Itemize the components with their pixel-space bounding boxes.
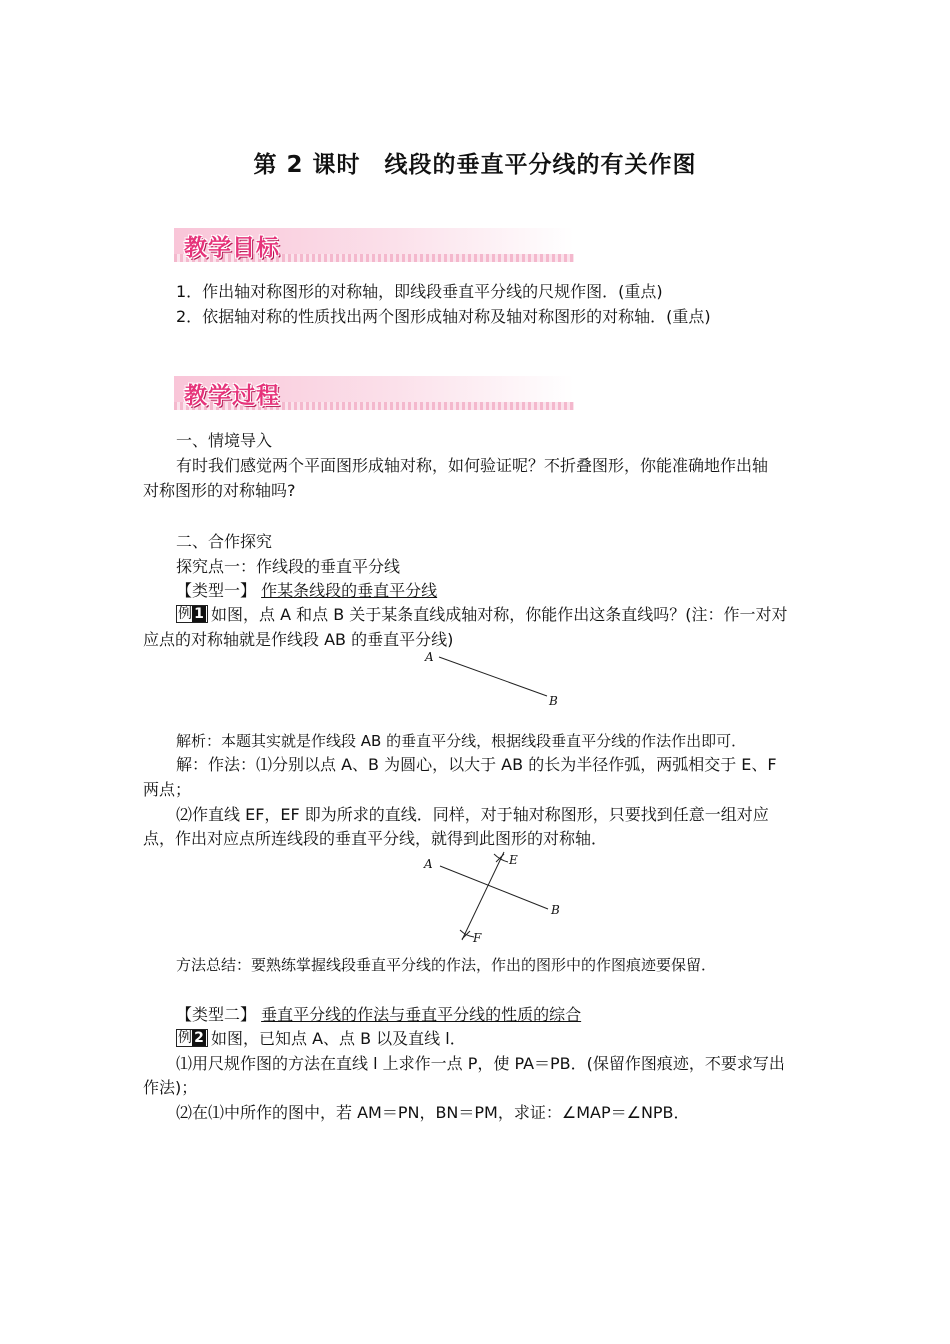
figure-2 [420, 848, 570, 948]
intro-line-1: 有时我们感觉两个平面图形成轴对称，如何验证呢？不折叠图形，你能准确地作出轴 [176, 456, 769, 475]
arc-mark-f [460, 930, 474, 939]
point-a-label: A [425, 650, 434, 664]
example-2-text: 如图，已知点 A、点 B 以及直线 l． [211, 1029, 466, 1048]
example-badge-label: 例 [178, 606, 192, 622]
example-2-question-2: ⑵在⑴中所作的图中，若 AM＝PN，BN＝PM，求证：∠MAP＝∠NPB． [176, 1103, 690, 1122]
example-2-line-1 [176, 1027, 466, 1051]
type-2-tag: 【类型二】 [176, 1005, 257, 1024]
solution-line-4: 点，作出对应点所连线段的垂直平分线，就得到此图形的对称轴． [143, 829, 608, 848]
example-2-question-1-line-1: ⑴用尺规作图的方法在直线 l 上求作一点 P，使 PA＝PB．(保留作图痕迹，不要求写出 [176, 1054, 785, 1073]
process-header: 教学过程 [184, 383, 280, 409]
explore-point-1: 探究点一：作线段的垂直平分线 [176, 557, 401, 576]
point-a-label: A [424, 857, 433, 871]
point-b-label: B [549, 694, 558, 708]
example-1-line-1 [176, 603, 788, 627]
type-2-title: 垂直平分线的作法与垂直平分线的性质的综合 [261, 1005, 582, 1024]
line-ef [462, 852, 504, 940]
point-b-label: B [551, 903, 560, 917]
example-2-badge [176, 1029, 208, 1047]
goal-item-2: 2．依据轴对称的性质找出两个图形成轴对称及轴对称图形的对称轴．(重点) [176, 307, 711, 326]
example-1-text: 如图，点 A 和点 B 关于某条直线成轴对称，你能作出这条直线吗？(注：作一对对 [211, 605, 788, 624]
analysis: 解析：本题其实就是作线段 AB 的垂直平分线，根据线段垂直平分线的作法作出即可． [176, 732, 747, 750]
point-e-label: E [509, 853, 518, 867]
process-banner [174, 376, 574, 410]
segment-ab [439, 657, 547, 696]
solution-line-2: 两点； [143, 780, 192, 799]
solution-line-1: 解：作法：⑴分别以点 A、B 为圆心，以大于 AB 的长为半径作弧，两弧相交于 E、F [176, 755, 777, 774]
example-badge-number: 1 [192, 606, 206, 622]
example-2-question-1-line-2: 作法)； [143, 1078, 198, 1097]
explore-heading: 二、合作探究 [176, 532, 273, 551]
solution-line-3: ⑵作直线 EF，EF 即为所求的直线．同样，对于轴对称图形，只要找到任意一组对应 [176, 805, 769, 824]
intro-heading: 一、情境导入 [176, 431, 273, 450]
example-badge-number: 2 [192, 1030, 206, 1046]
point-f-label: F [473, 931, 482, 945]
example-1-badge [176, 605, 208, 623]
method-summary: 方法总结：要熟练掌握线段垂直平分线的作法，作出的图形中的作图痕迹要保留． [176, 956, 717, 974]
intro-line-2: 对称图形的对称轴吗? [143, 481, 296, 500]
goal-item-1: 1．作出轴对称图形的对称轴，即线段垂直平分线的尺规作图．(重点) [176, 282, 663, 301]
figure-1 [415, 645, 575, 710]
type-1-heading [176, 579, 437, 603]
example-1-line-2: 应点的对称轴就是作线段 AB 的垂直平分线) [143, 630, 454, 649]
goals-header: 教学目标 [184, 235, 280, 261]
type-1-tag: 【类型一】 [176, 581, 257, 600]
page-title: 第 2 课时 线段的垂直平分线的有关作图 [253, 152, 697, 178]
type-1-title: 作某条线段的垂直平分线 [261, 581, 438, 600]
example-badge-label: 例 [178, 1030, 192, 1046]
goals-banner [174, 228, 574, 262]
type-2-heading [176, 1003, 581, 1027]
